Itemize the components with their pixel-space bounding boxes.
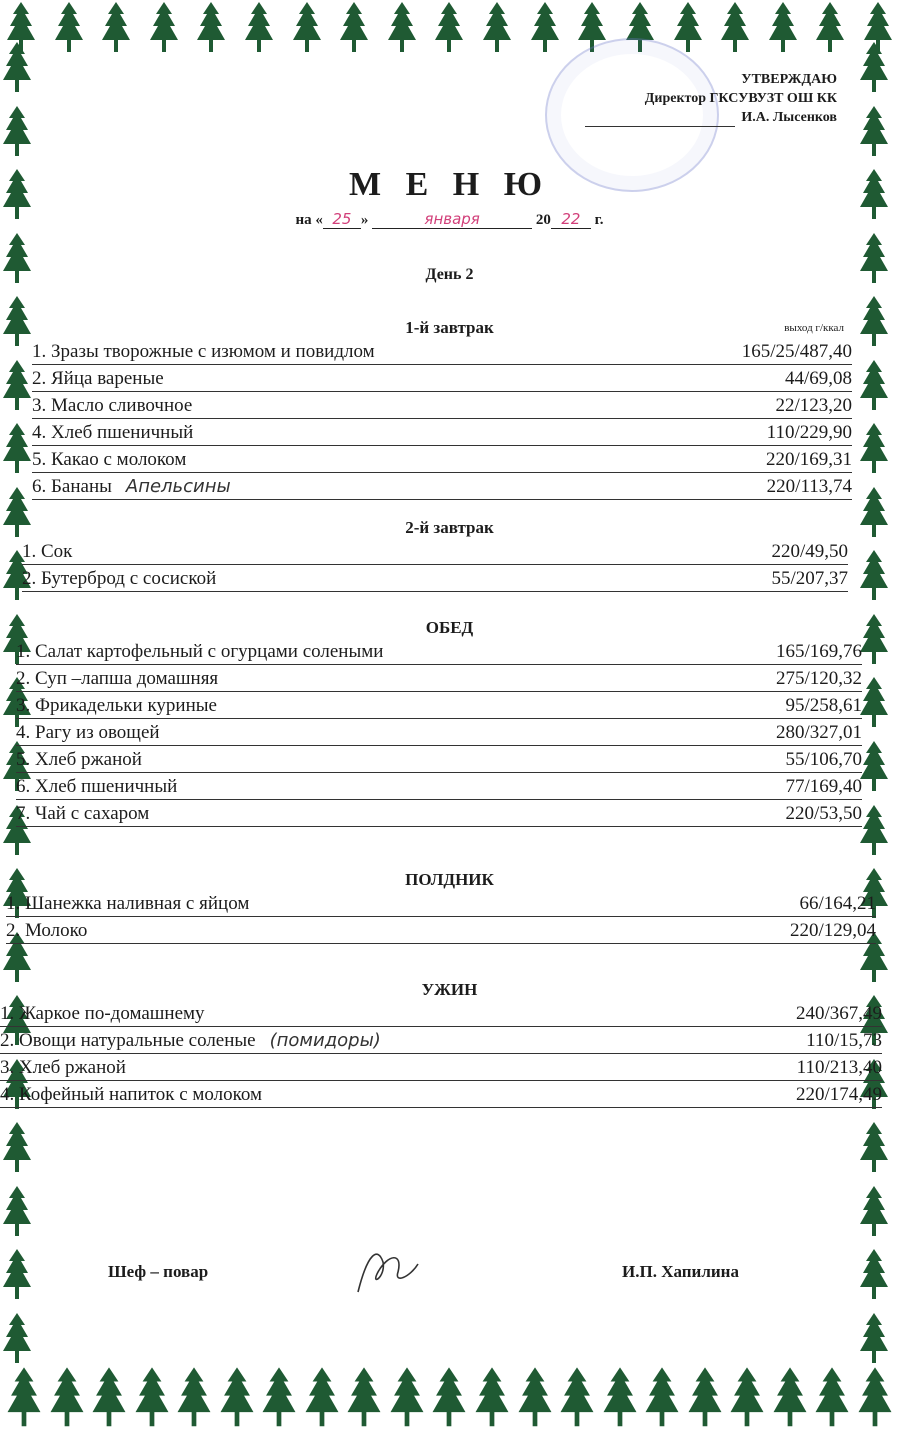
menu-item-name: 2. Молоко xyxy=(6,920,88,941)
menu-item-name: 1. Зразы творожные с изюмом и повидлом xyxy=(32,341,375,362)
chef-signature xyxy=(348,1242,428,1302)
approval-block xyxy=(585,70,837,127)
chef-name: И.П. Хапилина xyxy=(622,1262,739,1281)
menu-item xyxy=(0,1054,882,1081)
fir-tree-icon xyxy=(472,1365,512,1431)
menu-item-value: 110/213,40 xyxy=(796,1057,882,1078)
fir-tree-icon xyxy=(4,1365,44,1431)
approval-person: И.А. Лысенков xyxy=(741,110,837,125)
section-title: ПОЛДНИК xyxy=(405,870,494,889)
menu-item-name: 4. Кофейный напиток с молоком xyxy=(0,1084,263,1105)
top-tree-border xyxy=(0,0,899,58)
menu-item-value: 220/53,50 xyxy=(785,803,862,824)
fir-tree-icon xyxy=(857,1247,891,1303)
menu-item-value: 220/129,04 xyxy=(789,920,876,941)
menu-item-value: 275/120,32 xyxy=(775,668,862,689)
fir-tree-icon xyxy=(0,1120,34,1176)
menu-item-name: 1. Шанежка наливная с яйцом xyxy=(6,893,250,914)
fir-tree-icon xyxy=(47,1365,87,1431)
fir-tree-icon xyxy=(0,1247,34,1303)
fir-tree-icon xyxy=(259,1365,299,1431)
menu-section xyxy=(0,870,899,944)
menu-item xyxy=(22,538,848,565)
fir-tree-icon xyxy=(147,0,181,56)
handwritten-note: Апельсины xyxy=(125,476,231,497)
menu-section xyxy=(0,318,899,500)
menu-item-value: 22/123,20 xyxy=(775,395,852,416)
fir-tree-icon xyxy=(857,40,891,96)
fir-tree-icon xyxy=(813,0,847,56)
fir-tree-icon xyxy=(857,1311,891,1367)
section-title: УЖИН xyxy=(421,980,478,999)
menu-item-name: 2. Бутерброд с сосиской xyxy=(22,568,217,589)
menu-item-value: 44/69,08 xyxy=(784,368,852,389)
menu-item-name: 1. Салат картофельный с огурцами солеными xyxy=(16,641,384,662)
fir-tree-icon xyxy=(432,0,466,56)
menu-item xyxy=(16,719,862,746)
menu-item xyxy=(16,746,862,773)
approval-position: Директор ГКСУВУЗТ ОШ КК xyxy=(644,91,837,106)
fir-tree-icon xyxy=(642,1365,682,1431)
fir-tree-icon xyxy=(302,1365,342,1431)
menu-item-name: 2. Овощи натуральные соленые xyxy=(0,1030,256,1051)
fir-tree-icon xyxy=(480,0,514,56)
fir-tree-icon xyxy=(99,0,133,56)
fir-tree-icon xyxy=(174,1365,214,1431)
approval-signature-line xyxy=(585,126,735,127)
menu-item xyxy=(6,917,876,944)
menu-item-value: 95/258,61 xyxy=(785,695,862,716)
menu-item-value: 110/229,90 xyxy=(766,422,852,443)
fir-tree-icon xyxy=(387,1365,427,1431)
fir-tree-icon xyxy=(685,1365,725,1431)
menu-item-value: 165/25/487,40 xyxy=(741,341,852,362)
menu-item-name: 3. Масло сливочное xyxy=(32,395,193,416)
menu-item-value: 110/15,73 xyxy=(806,1030,882,1051)
fir-tree-icon xyxy=(528,0,562,56)
menu-section xyxy=(0,518,899,592)
fir-tree-icon xyxy=(857,104,891,160)
fir-tree-icon xyxy=(766,0,800,56)
approval-title: УТВЕРЖДАЮ xyxy=(741,72,837,87)
bottom-tree-border xyxy=(0,1365,899,1437)
menu-item xyxy=(32,473,852,500)
menu-item xyxy=(16,665,862,692)
menu-section xyxy=(0,618,899,827)
section-title: 2-й завтрак xyxy=(405,518,494,537)
menu-item xyxy=(16,692,862,719)
fir-tree-icon xyxy=(429,1365,469,1431)
menu-item xyxy=(32,392,852,419)
fir-tree-icon xyxy=(718,0,752,56)
menu-item-name: 4. Рагу из овощей xyxy=(16,722,160,743)
menu-item xyxy=(32,365,852,392)
menu-item xyxy=(32,446,852,473)
fir-tree-icon xyxy=(344,1365,384,1431)
menu-item-name: 2. Суп –лапша домашняя xyxy=(16,668,219,689)
date-year: 22 xyxy=(551,210,591,229)
menu-item xyxy=(32,338,852,365)
fir-tree-icon xyxy=(0,1184,34,1240)
fir-tree-icon xyxy=(385,0,419,56)
menu-item-name: 4. Хлеб пшеничный xyxy=(32,422,194,443)
menu-item xyxy=(32,419,852,446)
menu-item xyxy=(0,1027,882,1054)
page-title: М Е Н Ю xyxy=(349,166,550,203)
section-title: 1-й завтрак xyxy=(405,318,494,337)
menu-item xyxy=(6,890,876,917)
menu-item-value: 220/113,74 xyxy=(766,476,852,497)
menu-item-name: 5. Какао с молоком xyxy=(32,449,187,470)
menu-item-name: 1. Сок xyxy=(22,541,73,562)
fir-tree-icon xyxy=(0,104,34,160)
menu-item xyxy=(0,1000,882,1027)
handwritten-note: (помидоры) xyxy=(269,1030,381,1051)
fir-tree-icon xyxy=(52,0,86,56)
menu-item xyxy=(16,638,862,665)
menu-date: на « 25 » января 20 22 г. xyxy=(295,210,604,228)
menu-item-value: 220/169,31 xyxy=(765,449,852,470)
unit-header: выход г/ккал xyxy=(784,322,844,334)
fir-tree-icon xyxy=(857,1120,891,1176)
fir-tree-icon xyxy=(857,1184,891,1240)
fir-tree-icon xyxy=(337,0,371,56)
menu-item-value: 220/49,50 xyxy=(771,541,848,562)
fir-tree-icon xyxy=(0,1311,34,1367)
fir-tree-icon xyxy=(515,1365,555,1431)
fir-tree-icon xyxy=(557,1365,597,1431)
fir-tree-icon xyxy=(217,1365,257,1431)
fir-tree-icon xyxy=(727,1365,767,1431)
menu-item-name: 1. Жаркое по-домашнему xyxy=(0,1003,205,1024)
menu-item-name: 7. Чай с сахаром xyxy=(16,803,150,824)
menu-item xyxy=(22,565,848,592)
menu-item xyxy=(0,1081,882,1108)
menu-item-value: 165/169,76 xyxy=(775,641,862,662)
day-label: День 2 xyxy=(425,266,474,283)
chef-role: Шеф – повар xyxy=(108,1262,209,1281)
menu-item-name: 6. Бананы xyxy=(32,476,112,497)
fir-tree-icon xyxy=(242,0,276,56)
menu-item xyxy=(16,800,862,827)
date-month: января xyxy=(372,210,532,229)
menu-item-value: 240/367,49 xyxy=(795,1003,882,1024)
date-day: 25 xyxy=(323,210,361,229)
fir-tree-icon xyxy=(132,1365,172,1431)
menu-item-name: 5. Хлеб ржаной xyxy=(16,749,142,770)
fir-tree-icon xyxy=(600,1365,640,1431)
fir-tree-icon xyxy=(0,40,34,96)
menu-item-value: 220/174,49 xyxy=(795,1084,882,1105)
menu-item-value: 280/327,01 xyxy=(775,722,862,743)
menu-section xyxy=(0,980,899,1108)
fir-tree-icon xyxy=(89,1365,129,1431)
menu-item-name: 2. Яйца вареные xyxy=(32,368,164,389)
fir-tree-icon xyxy=(290,0,324,56)
fir-tree-icon xyxy=(812,1365,852,1431)
section-title: ОБЕД xyxy=(425,618,474,637)
fir-tree-icon xyxy=(194,0,228,56)
menu-item-name: 3. Хлеб ржаной xyxy=(0,1057,126,1078)
menu-item xyxy=(16,773,862,800)
menu-item-value: 66/164,21 xyxy=(799,893,876,914)
menu-item-value: 77/169,40 xyxy=(785,776,862,797)
menu-item-value: 55/207,37 xyxy=(771,568,848,589)
fir-tree-icon xyxy=(855,1365,895,1431)
menu-item-value: 55/106,70 xyxy=(785,749,862,770)
menu-item-name: 3. Фрикадельки куриные xyxy=(16,695,217,716)
fir-tree-icon xyxy=(770,1365,810,1431)
menu-item-name: 6. Хлеб пшеничный xyxy=(16,776,178,797)
